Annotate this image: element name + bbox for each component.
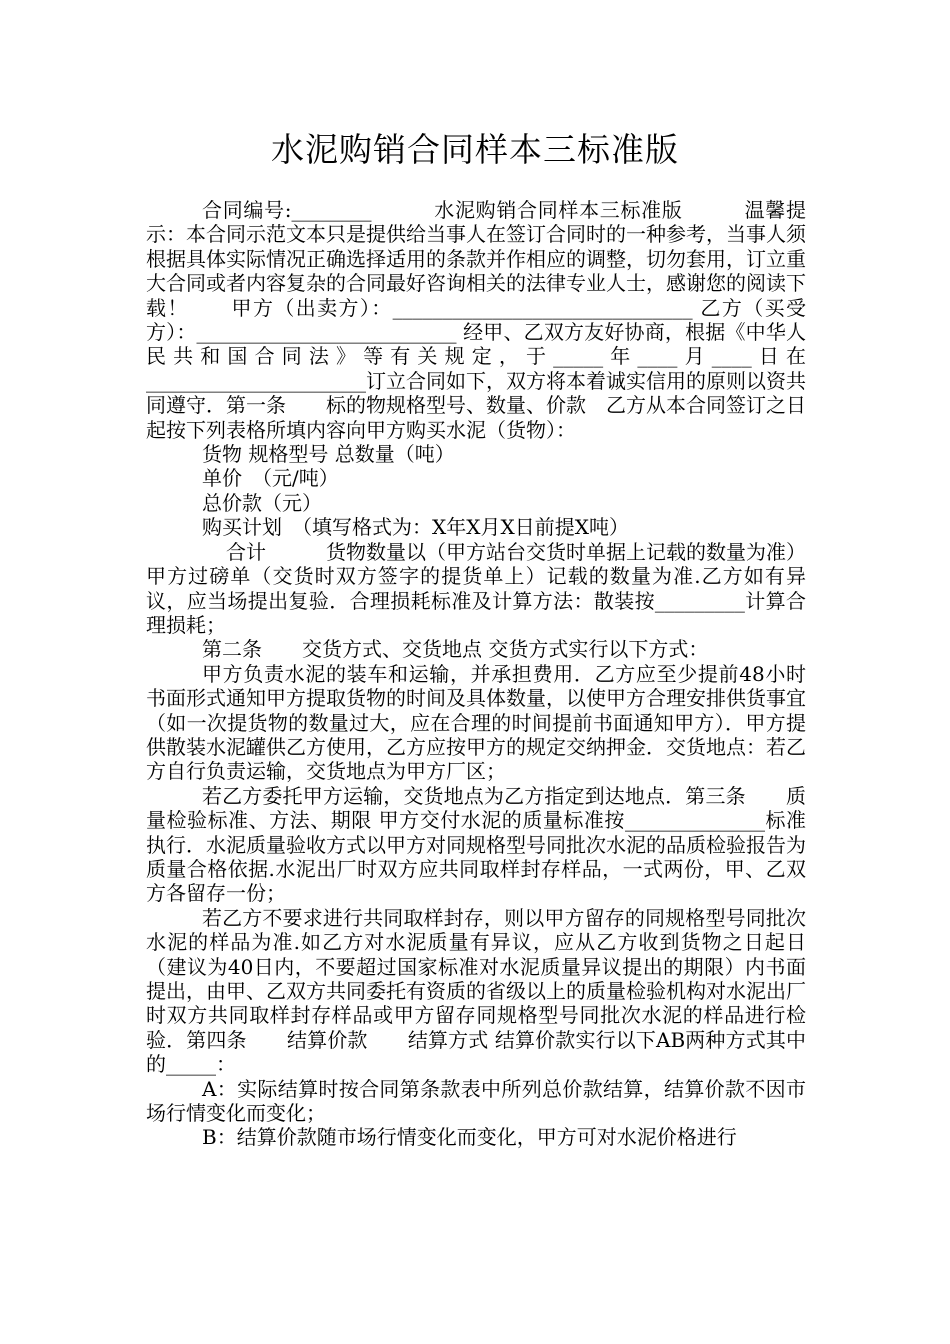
- paragraph-quantity: 合计 货物数量以（甲方站台交货时单据上记载的数量为准）甲方过磅单（交货时双方签字的提货单上）记载的数量为准.乙方如有异议，应当场提出复验．合理损耗标准及计算方法：散装按_________计算合理损耗；: [146, 539, 806, 637]
- paragraph-option-b: B：结算价款随市场行情变化而变化，甲方可对水泥价格进行: [202, 1125, 737, 1150]
- table-line-goods: 货物 规格型号 总数量（吨）: [202, 442, 455, 467]
- paragraph-option-a: A：实际结算时按合同第条款表中所列总价款结算，结算价款不因市场行情变化而变化；: [146, 1076, 806, 1126]
- paragraph-intro: 合同编号:________ 水泥购销合同样本三标准版 温馨提示：本合同示范文本只是提供给当事人在签订合同时的一种参考，当事人须根据具体实际情况正确选择适用的条款并作相应的调整，切勿套用，订立重大合同或者内容复杂的合同最好咨询相关的法律专业人士，感谢您的阅读下载！ 甲方（出卖方）：______________________________ 乙方（买受方）：__________________________ 经甲、乙双方友好协商，根据《中华人民共和国合同法》等有关规定，于_____年____月____日在______________________订立合同如下，双方将本着诚实信用的原则以资共同遵守．第一条 标的物规格型号、数量、价款 乙方从本合同签订之日起按下列表格所填内容向甲方购买水泥（货物）：: [146, 198, 806, 442]
- table-line-purchase-plan: 购买计划 （填写格式为：X年X月X日前提X吨）: [202, 515, 629, 540]
- table-line-unit-price: 单价 （元/吨）: [202, 466, 339, 491]
- paragraph-article-3: 若乙方委托甲方运输，交货地点为乙方指定到达地点．第三条 质量检验标准、方法、期限 甲方交付水泥的质量标准按______________标准执行．水泥质量验收方式以甲方对同规格型号同批次水泥的品质检验报告为质量合格依据.水泥出厂时双方应共同取样封存样品，一式两份，甲、乙双方各留存一份；: [146, 783, 806, 906]
- paragraph-delivery: 甲方负责水泥的装车和运输，并承担费用．乙方应至少提前48小时书面形式通知甲方提取货物的时间及具体数量，以使甲方合理安排供货事宜（如一次提货物的数量过大，应在合理的时间提前书面通知甲方）．甲方提供散装水泥罐供乙方使用，乙方应按甲方的规定交纳押金．交货地点：若乙方自行负责运输，交货地点为甲方厂区；: [146, 661, 806, 784]
- paragraph-article-2: 第二条 交货方式、交货地点 交货方式实行以下方式：: [202, 637, 709, 662]
- document-body: [146, 198, 806, 1150]
- document-title: 水泥购销合同样本三标准版: [271, 130, 679, 169]
- table-line-total-price: 总价款（元）: [202, 490, 322, 515]
- paragraph-quality: 若乙方不要求进行共同取样封存，则以甲方留存的同规格型号同批次水泥的样品为准.如乙方对水泥质量有异议，应从乙方收到货物之日起日（建议为40日内，不要超过国家标准对水泥质量异议提出的期限）内书面提出，由甲、乙双方共同委托有资质的省级以上的质量检验机构对水泥出厂时双方共同取样封存样品或甲方留存同规格型号同批次水泥的样品进行检验．第四条 结算价款 结算方式 结算价款实行以下AB两种方式其中的_____：: [146, 905, 806, 1077]
